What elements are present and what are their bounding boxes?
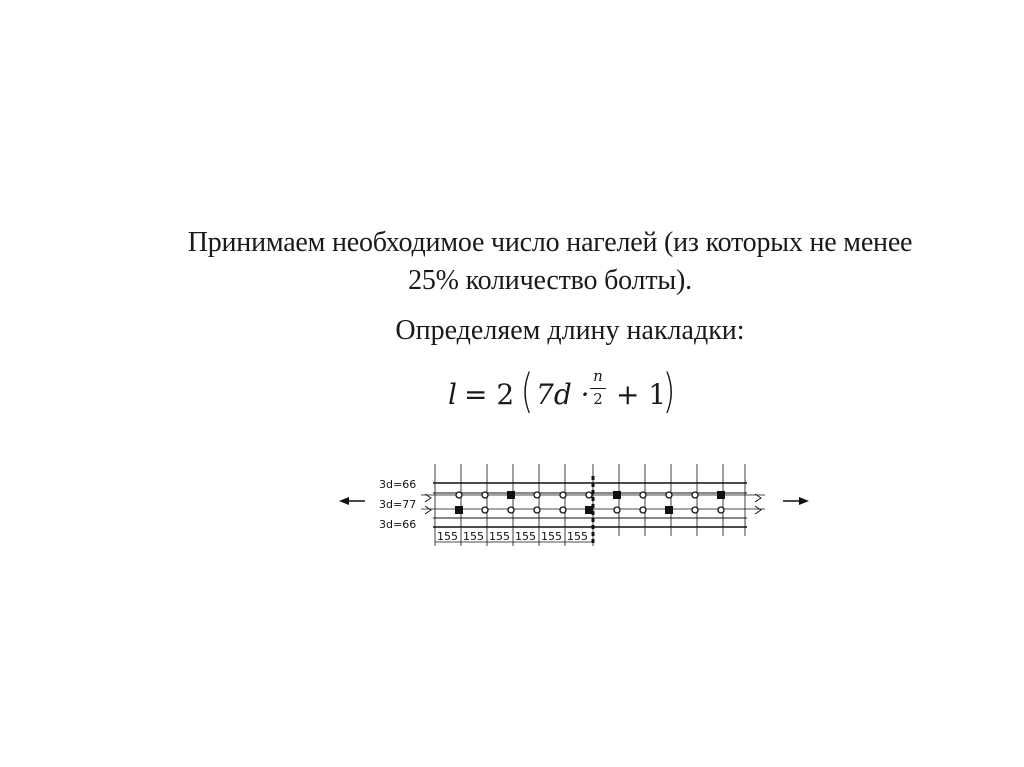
dowel-marker xyxy=(534,492,540,498)
dowel-marker xyxy=(692,492,698,498)
spacing-label: 155 xyxy=(567,530,588,543)
spacing-label: 155 xyxy=(541,530,562,543)
dim-label-top: 3d=66 xyxy=(379,478,417,491)
formula-equals: = 2 xyxy=(464,378,515,411)
spacing-label: 155 xyxy=(489,530,510,543)
dowel-marker xyxy=(456,492,462,498)
left-force-arrow xyxy=(339,497,365,505)
text-line-2: 25% количество болты). xyxy=(408,265,692,296)
text-line-1: Принимаем необходимое число нагелей (из которых не менее xyxy=(187,227,913,258)
spacing-label: 155 xyxy=(463,530,484,543)
joint-drawing xyxy=(335,458,815,558)
right-force-arrow xyxy=(783,497,809,505)
bolt-marker xyxy=(585,506,593,514)
paragraph-overlay-length: Определяем длину накладки: xyxy=(395,315,745,346)
dowel-marker xyxy=(586,492,592,498)
bolt-marker xyxy=(613,491,621,499)
formula-numerator: n xyxy=(593,367,603,385)
dim-label-middle: 3d=77 xyxy=(379,498,417,511)
formula-close-paren: ) xyxy=(662,364,676,418)
dim-label-bottom: 3d=66 xyxy=(379,518,417,531)
dowel-marker xyxy=(666,492,672,498)
dowel-marker xyxy=(614,507,620,513)
formula-overlay-length xyxy=(448,366,688,426)
paragraph-dowel-count xyxy=(110,224,990,300)
dowel-marker xyxy=(560,507,566,513)
spacing-label: 155 xyxy=(515,530,536,543)
dowel-marker xyxy=(640,492,646,498)
formula-term: 7d · xyxy=(536,378,590,411)
bolt-marker xyxy=(717,491,725,499)
formula-lhs: l xyxy=(448,378,457,411)
dowel-marker xyxy=(718,507,724,513)
bolt-marker xyxy=(507,491,515,499)
dowel-marker xyxy=(640,507,646,513)
bolt-marker xyxy=(665,506,673,514)
formula-fraction-bar xyxy=(590,388,606,389)
dowel-marker xyxy=(692,507,698,513)
fasteners xyxy=(455,491,725,514)
spacing-label: 155 xyxy=(437,530,458,543)
bolt-marker xyxy=(455,506,463,514)
dowel-marker xyxy=(482,507,488,513)
dowel-marker xyxy=(482,492,488,498)
formula-open-paren: ( xyxy=(520,364,534,418)
formula-plus-one: + 1 xyxy=(616,378,667,411)
formula-denominator: 2 xyxy=(593,390,603,408)
dowel-marker xyxy=(534,507,540,513)
dowel-marker xyxy=(508,507,514,513)
dowel-marker xyxy=(560,492,566,498)
